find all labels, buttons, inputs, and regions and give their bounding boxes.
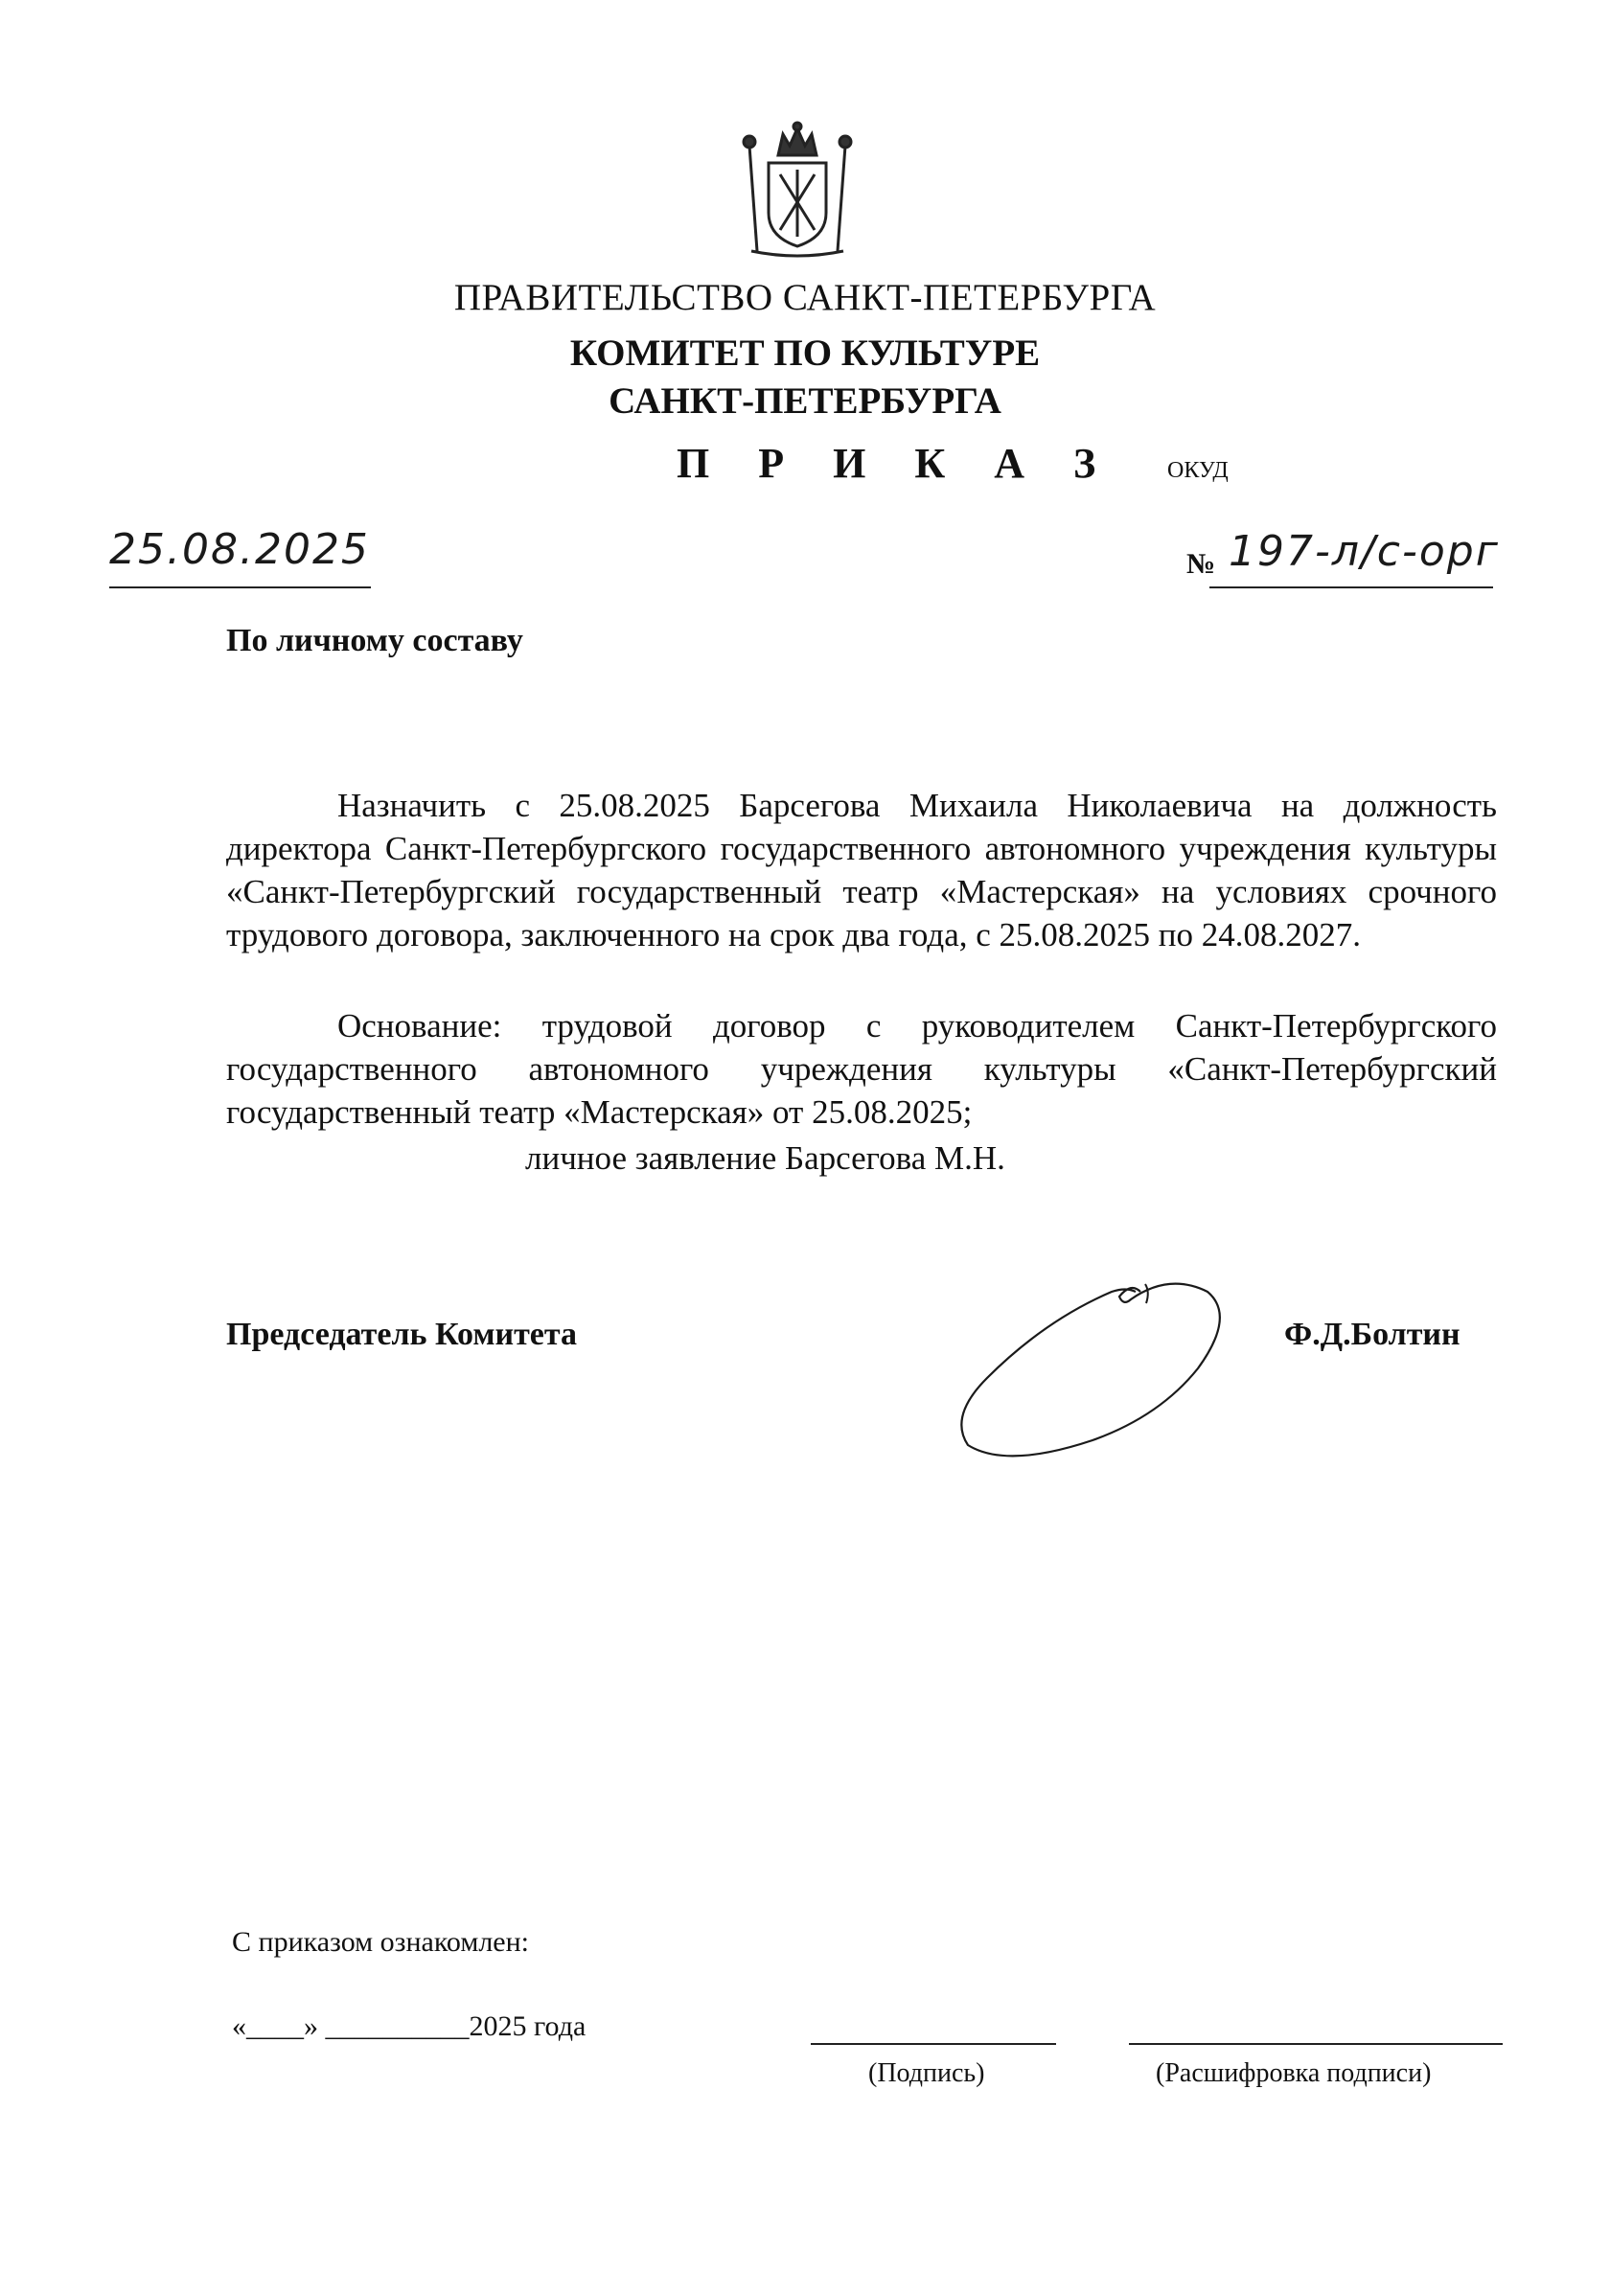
body-paragraph-basis: Основание: трудовой договор с руководителем Санкт-Петербургского государственного автономного учреждения культуры «Санкт-Петербургский государственный театр «Мастерская» от 25.08.2025; xyxy=(226,1007,1497,1131)
handwritten-date: 25.08.2025 xyxy=(109,525,370,574)
okud-label: ОКУД xyxy=(1167,458,1229,483)
document-type-title: П Р И К А З xyxy=(677,440,1116,487)
acknowledgement-decoding-line xyxy=(1129,2043,1503,2045)
committee-title-line1: КОМИТЕТ ПО КУЛЬТУРЕ xyxy=(569,333,1041,374)
body-paragraph-appointment: Назначить с 25.08.2025 Барсегова Михаила Николаевича на должность директора Санкт-Петербургского государственного автономного учреждения культуры «Санкт-Петербургский государственный театр «Мастерская» на условиях срочного трудового договора, заключенного на срок два года, с 25.08.2025 по 24.08.2027. xyxy=(226,787,1497,953)
body-paragraph-application: личное заявление Барсегова М.Н. xyxy=(525,1139,1005,1177)
handwritten-order-number: 197-л/с-орг xyxy=(1229,527,1500,576)
decoding-caption: (Расшифровка подписи) xyxy=(1156,2058,1432,2088)
number-underline xyxy=(1209,586,1493,588)
order-subject: По личному составу xyxy=(226,623,523,658)
date-underline xyxy=(109,586,371,588)
handwritten-signature xyxy=(949,1263,1236,1474)
committee-title-line2: САНКТ-ПЕТЕРБУРГА xyxy=(609,380,1001,422)
signatory-name: Ф.Д.Болтин xyxy=(1284,1317,1460,1352)
signatory-position: Председатель Комитета xyxy=(226,1317,577,1352)
coat-of-arms-emblem xyxy=(730,117,864,261)
number-sign: № xyxy=(1186,548,1216,580)
acknowledgement-title: С приказом ознакомлен: xyxy=(232,1926,530,1958)
signature-caption: (Подпись) xyxy=(868,2058,985,2088)
acknowledgement-date-field: «____» __________2025 года xyxy=(232,2010,586,2042)
government-title: ПРАВИТЕЛЬСТВО САНКТ-ПЕТЕРБУРГА xyxy=(453,277,1157,318)
acknowledgement-signature-line xyxy=(811,2043,1056,2045)
